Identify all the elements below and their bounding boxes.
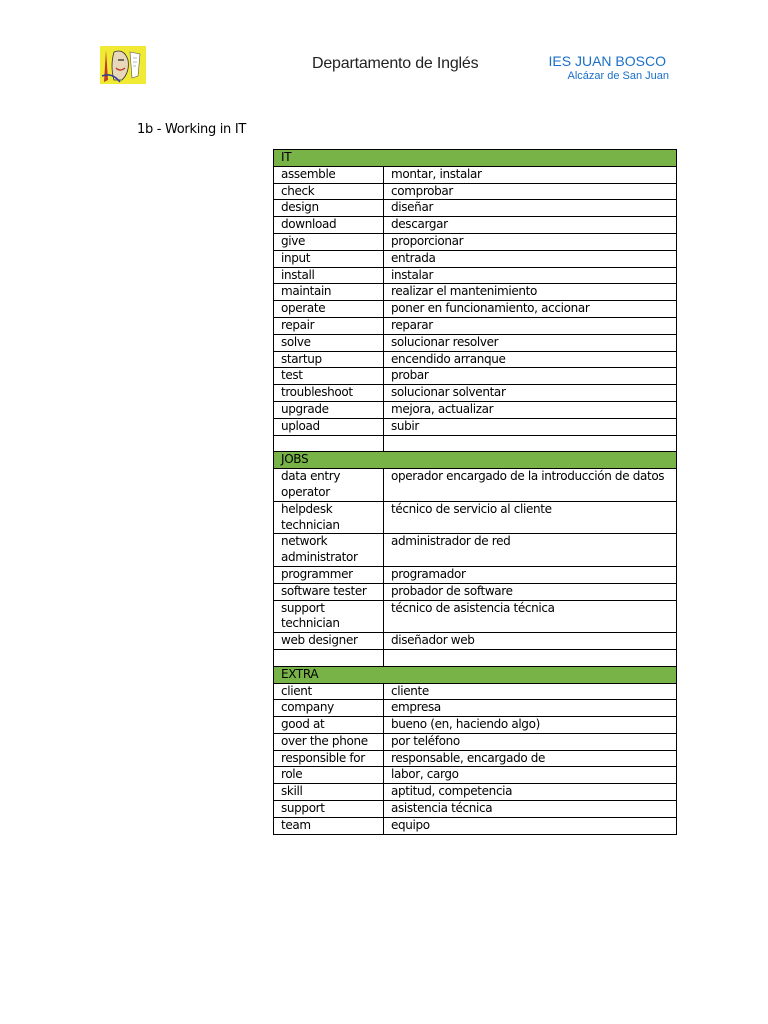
english-term: troubleshoot xyxy=(274,385,384,402)
table-row xyxy=(274,200,677,217)
english-term: responsible for xyxy=(274,750,384,767)
spanish-translation: probador de software xyxy=(384,583,677,600)
english-term: data entry operator xyxy=(274,469,384,502)
spanish-translation: poner en funcionamiento, accionar xyxy=(384,301,677,318)
spanish-translation: empresa xyxy=(384,700,677,717)
spanish-translation: montar, instalar xyxy=(384,166,677,183)
spanish-translation: aptitud, competencia xyxy=(384,784,677,801)
english-term: client xyxy=(274,683,384,700)
english-term: team xyxy=(274,817,384,834)
spanish-translation: probar xyxy=(384,368,677,385)
school-city: Alcázar de San Juan xyxy=(567,70,669,82)
english-term: design xyxy=(274,200,384,217)
table-row xyxy=(274,166,677,183)
english-term: give xyxy=(274,233,384,250)
spanish-translation: proporcionar xyxy=(384,233,677,250)
table-row xyxy=(274,566,677,583)
english-term: maintain xyxy=(274,284,384,301)
english-term: startup xyxy=(274,351,384,368)
table-row xyxy=(274,385,677,402)
english-term: role xyxy=(274,767,384,784)
table-row xyxy=(274,301,677,318)
english-term: network administrator xyxy=(274,534,384,567)
spanish-translation: operador encargado de la introducción de datos xyxy=(384,469,677,502)
spanish-translation: solucionar solventar xyxy=(384,385,677,402)
english-term: over the phone xyxy=(274,733,384,750)
spanish-translation: subir xyxy=(384,418,677,435)
table-row xyxy=(274,801,677,818)
table-row xyxy=(274,784,677,801)
section-header: EXTRA xyxy=(274,666,677,683)
spanish-translation: técnico de servicio al cliente xyxy=(384,501,677,534)
spanish-translation: instalar xyxy=(384,267,677,284)
vocabulary-table-body xyxy=(274,150,677,835)
vocabulary-table xyxy=(273,149,677,835)
table-row xyxy=(274,700,677,717)
spanish-translation: descargar xyxy=(384,217,677,234)
table-row xyxy=(274,368,677,385)
section-header-row xyxy=(274,452,677,469)
spanish-translation: administrador de red xyxy=(384,534,677,567)
table-row xyxy=(274,683,677,700)
spanish-translation: programador xyxy=(384,566,677,583)
table-row xyxy=(274,469,677,502)
spanish-translation: cliente xyxy=(384,683,677,700)
english-term: skill xyxy=(274,784,384,801)
table-row xyxy=(274,418,677,435)
english-term: upload xyxy=(274,418,384,435)
school-name: IES JUAN BOSCO xyxy=(548,53,666,69)
spanish-translation: entrada xyxy=(384,250,677,267)
english-term: solve xyxy=(274,334,384,351)
school-logo xyxy=(100,46,146,84)
spanish-translation: encendido arranque xyxy=(384,351,677,368)
spanish-translation: diseñador web xyxy=(384,633,677,650)
english-term: good at xyxy=(274,717,384,734)
section-header: IT xyxy=(274,150,677,167)
table-row xyxy=(274,183,677,200)
table-row xyxy=(274,534,677,567)
table-row xyxy=(274,250,677,267)
blank-cell xyxy=(384,649,677,666)
table-row xyxy=(274,267,677,284)
table-row xyxy=(274,633,677,650)
english-term: support xyxy=(274,801,384,818)
table-row xyxy=(274,767,677,784)
blank-cell xyxy=(274,649,384,666)
english-term: download xyxy=(274,217,384,234)
spanish-translation: realizar el mantenimiento xyxy=(384,284,677,301)
spanish-translation: solucionar resolver xyxy=(384,334,677,351)
english-term: install xyxy=(274,267,384,284)
english-term: support technician xyxy=(274,600,384,633)
english-term: assemble xyxy=(274,166,384,183)
english-term: input xyxy=(274,250,384,267)
table-row xyxy=(274,233,677,250)
spanish-translation: reparar xyxy=(384,317,677,334)
english-term: web designer xyxy=(274,633,384,650)
section-header-row xyxy=(274,150,677,167)
table-row xyxy=(274,600,677,633)
english-term: company xyxy=(274,700,384,717)
spanish-translation: comprobar xyxy=(384,183,677,200)
table-row xyxy=(274,317,677,334)
section-title: 1b - Working in IT xyxy=(137,122,246,137)
english-term: repair xyxy=(274,317,384,334)
english-term: helpdesk technician xyxy=(274,501,384,534)
spanish-translation: mejora, actualizar xyxy=(384,401,677,418)
table-row xyxy=(274,717,677,734)
english-term: upgrade xyxy=(274,401,384,418)
english-term: test xyxy=(274,368,384,385)
table-row xyxy=(274,750,677,767)
table-row xyxy=(274,733,677,750)
table-row xyxy=(274,583,677,600)
english-term: software tester xyxy=(274,583,384,600)
english-term: operate xyxy=(274,301,384,318)
spanish-translation: bueno (en, haciendo algo) xyxy=(384,717,677,734)
english-term: check xyxy=(274,183,384,200)
spanish-translation: diseñar xyxy=(384,200,677,217)
table-row xyxy=(274,401,677,418)
table-row xyxy=(274,351,677,368)
spanish-translation: por teléfono xyxy=(384,733,677,750)
spanish-translation: asistencia técnica xyxy=(384,801,677,818)
spanish-translation: técnico de asistencia técnica xyxy=(384,600,677,633)
table-row xyxy=(274,501,677,534)
table-row xyxy=(274,284,677,301)
section-header-row xyxy=(274,666,677,683)
table-row xyxy=(274,334,677,351)
blank-cell xyxy=(384,435,677,452)
school-logo-icon xyxy=(100,46,146,84)
department-title: Departamento de Inglés xyxy=(312,55,479,72)
blank-cell xyxy=(274,435,384,452)
table-row xyxy=(274,217,677,234)
table-row xyxy=(274,817,677,834)
blank-row xyxy=(274,649,677,666)
spanish-translation: labor, cargo xyxy=(384,767,677,784)
blank-row xyxy=(274,435,677,452)
section-header: JOBS xyxy=(274,452,677,469)
english-term: programmer xyxy=(274,566,384,583)
spanish-translation: equipo xyxy=(384,817,677,834)
spanish-translation: responsable, encargado de xyxy=(384,750,677,767)
